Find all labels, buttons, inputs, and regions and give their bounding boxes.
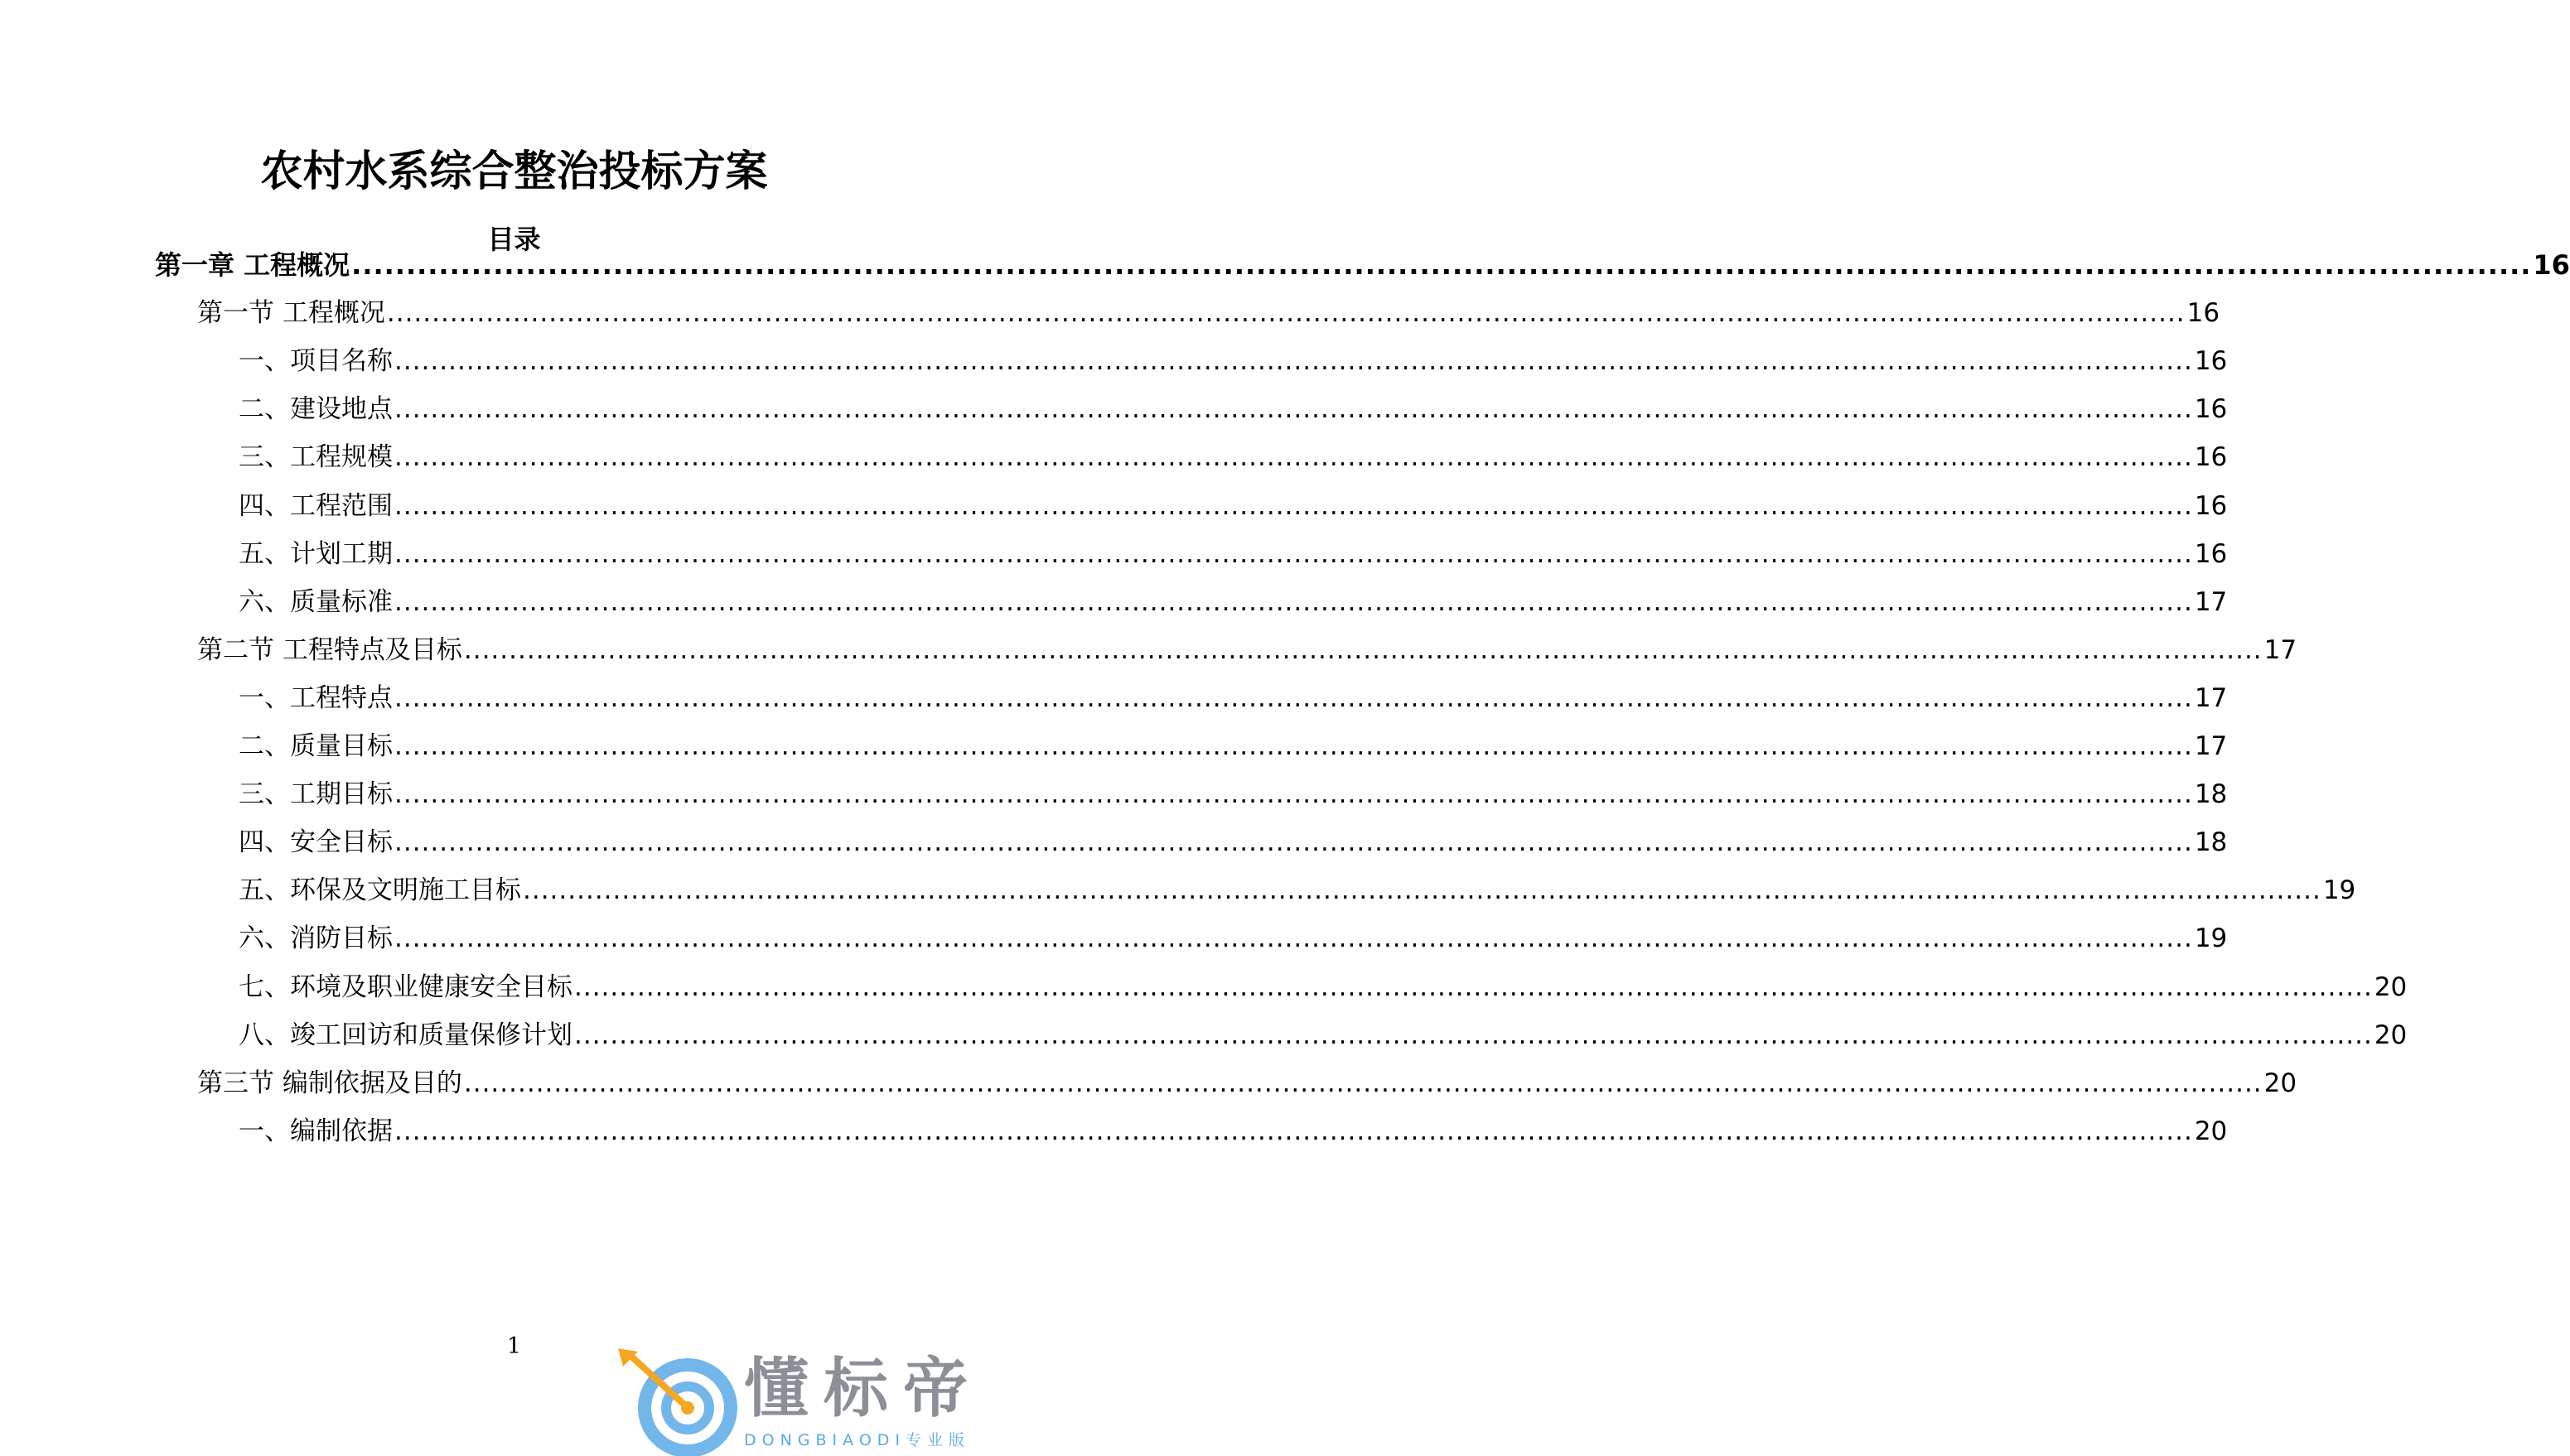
toc-entry-page: 16	[2194, 538, 2228, 569]
toc-entry-page: 20	[2374, 1020, 2408, 1050]
toc-entry-label: 四、安全目标	[239, 827, 393, 858]
toc-entry-label: 六、质量标准	[239, 586, 393, 617]
toc-dot-leader: ........................................................................................................................................................................................................	[394, 1116, 2193, 1146]
toc-heading: 目录	[487, 224, 541, 255]
toc-entry-label: 六、消防目标	[239, 923, 393, 954]
toc-dot-leader: ........................................................................................................................................................................................................	[394, 682, 2193, 713]
document-title: 农村水系综合整治投标方案	[260, 147, 768, 196]
toc-entry-label: 二、质量目标	[239, 731, 393, 761]
watermark-subtitle: DONGBIAODI专业版	[744, 1431, 971, 1449]
toc-entry-page: 17	[2263, 634, 2297, 665]
toc-entry-page: 16	[2194, 394, 2228, 425]
toc-entry-label: 第一章 工程概况	[155, 249, 350, 281]
toc-entry-page: 18	[2194, 827, 2228, 858]
toc-dot-leader: ........................................................................................................................................................................................................	[394, 442, 2193, 473]
toc-dot-leader: ........................................................................................................................................................................................................	[394, 586, 2193, 617]
watermark-brand: 懂标帝	[744, 1352, 983, 1426]
toc-entry-page: 20	[2374, 971, 2408, 1002]
toc-dot-leader: ........................................................................................................................................................................................................	[463, 634, 2263, 665]
toc-entry-page: 19	[2322, 875, 2356, 906]
toc-entry-label: 第二节 工程特点及目标	[197, 634, 462, 665]
toc-entry-page: 16	[2194, 346, 2228, 377]
watermark	[613, 1348, 1011, 1448]
toc-entry-label: 第三节 编制依据及目的	[197, 1068, 462, 1098]
toc-entry-page: 17	[2194, 586, 2228, 617]
page-number: 1	[506, 1333, 522, 1359]
toc-entry-page: 20	[2263, 1068, 2297, 1098]
toc-dot-leader: ........................................................................................................................................................................................................	[523, 875, 2321, 906]
toc-entry[interactable]	[239, 725, 2228, 763]
toc-entry[interactable]	[239, 966, 2408, 1004]
toc-entry-label: 一、编制依据	[239, 1116, 393, 1146]
toc-entry-page: 19	[2194, 923, 2228, 954]
toc-entry-label: 四、工程范围	[239, 490, 393, 521]
toc-entry-page: 16	[2533, 249, 2570, 281]
toc-entry-page: 17	[2194, 682, 2228, 713]
toc-entry[interactable]	[239, 1014, 2408, 1052]
toc-entry-page: 20	[2194, 1116, 2228, 1146]
toc-entry-label: 一、项目名称	[239, 346, 393, 377]
toc-entry-label: 二、建设地点	[239, 394, 393, 425]
toc-entry[interactable]	[239, 436, 2228, 474]
toc-dot-leader: ........................................................................................................................................................................................................	[574, 971, 2373, 1002]
toc-entry[interactable]	[155, 243, 2570, 282]
target-arrow-icon	[613, 1348, 737, 1456]
toc-entry-label: 第一节 工程概况	[197, 298, 385, 329]
toc-entry-label: 三、工期目标	[239, 779, 393, 810]
toc-entry-page: 16	[2186, 298, 2220, 329]
toc-entry-label: 七、环境及职业健康安全目标	[239, 971, 572, 1002]
toc-entry-page: 16	[2194, 442, 2228, 473]
toc-entry[interactable]	[239, 869, 2356, 907]
toc-entry[interactable]	[239, 773, 2228, 811]
toc-entry-label: 三、工程规模	[239, 442, 393, 473]
toc-entry-page: 17	[2194, 731, 2228, 761]
toc-dot-leader: ........................................................................................................................................................................................................	[574, 1020, 2373, 1050]
toc-entry[interactable]	[197, 629, 2297, 667]
toc-entry[interactable]	[239, 677, 2228, 715]
toc-entry[interactable]	[239, 917, 2228, 955]
toc-entry[interactable]	[239, 533, 2228, 571]
toc-entry[interactable]	[197, 292, 2220, 330]
toc-entry-label: 五、环保及文明施工目标	[239, 875, 521, 906]
toc-entry[interactable]	[239, 581, 2228, 619]
toc-entry[interactable]	[239, 821, 2228, 859]
toc-entry-label: 五、计划工期	[239, 538, 393, 569]
toc-dot-leader: ........................................................................................................................................................................................................	[394, 827, 2193, 858]
toc-entry[interactable]	[239, 485, 2228, 523]
toc-dot-leader: ........................................................................................................................................................................................................	[463, 1068, 2263, 1098]
toc-dot-leader: ........................................................................................................................................................................................................	[394, 923, 2193, 954]
toc-entry-page: 18	[2194, 779, 2228, 810]
toc-dot-leader: ........................................................................................................................................................................................................	[394, 490, 2193, 521]
toc-entry[interactable]	[239, 388, 2228, 426]
toc-entry[interactable]	[197, 1062, 2297, 1100]
toc-entry[interactable]	[239, 340, 2228, 378]
toc-dot-leader: ........................................................................................................................................................................................................	[394, 731, 2193, 761]
toc-dot-leader: ........................................................................................................................................................................................................	[394, 779, 2193, 810]
toc-dot-leader: ........................................................................................................................................................................................................	[394, 346, 2193, 377]
toc-entry[interactable]	[239, 1110, 2228, 1148]
toc-dot-leader: ........................................................................................................................................................................................................	[351, 249, 2532, 281]
toc-dot-leader: ........................................................................................................................................................................................................	[394, 394, 2193, 425]
toc-entry-label: 一、工程特点	[239, 682, 393, 713]
toc-dot-leader: ........................................................................................................................................................................................................	[386, 298, 2186, 329]
toc-entry-page: 16	[2194, 490, 2228, 521]
toc-dot-leader: ........................................................................................................................................................................................................	[394, 538, 2193, 569]
toc-entry-label: 八、竣工回访和质量保修计划	[239, 1020, 572, 1050]
